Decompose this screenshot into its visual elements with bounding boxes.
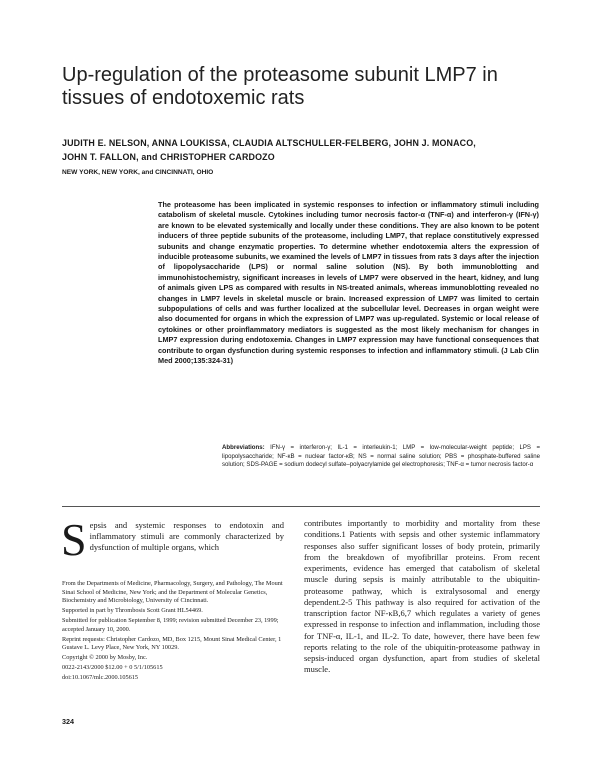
intro-paragraph xyxy=(61,514,284,565)
abbreviations-text: IFN-γ = interferon-γ; IL-1 = interleukin-1; LMP = low-molecular-weight peptide; LPS = lipopolysaccharide; NF-κB = nuclear factor-κB; NS = normal saline solution; PBS = phosphate-buffered saline solution; SDS-PAGE = sodium dodecyl sulfate–polyacrylamide gel electrophoresis; TNF-α = tumor necrosis factor-α xyxy=(222,444,540,469)
section-divider xyxy=(62,506,540,507)
footnote-reprints: Reprint requests: Christopher Cardozo, MD, Box 1215, Mount Sinai Medical Center, 1 Gustave L. Levy Place, New York, NY 10029. xyxy=(62,635,282,651)
footnote-affiliations: From the Departments of Medicine, Pharmacology, Surgery, and Pathology, The Mount Sinai School of Medicine, New York; and the Department of Molecular Genetics, Biochemistry and Microbiology, University of Cincinnati. xyxy=(62,580,283,604)
footnote-submission: Submitted for publication September 8, 1999; revision submitted December 23, 1999; accepted January 10, 2000. xyxy=(62,617,279,633)
body-column-2: contributes importantly to morbidity and mortality from these conditions.1 Patients with sepsis and other systemic inflammatory responses also suffer significant losses of body protein, primarily from the breakdown of myofibrillar proteins. From recent experiments, evidence has emerged that catabolism of skeletal muscle during sepsis is mainly attributable to the ubiquitin-proteasome pathway, which is extralysosomal and energy dependent.2-5 This pathway is also required for activation of the transcription factor NF-κB,6,7 which regulates a variety of genes expressed in response to infection and inflammation, including those for TNF-α, IL-1, and IL-2. To date, however, there have been few reports relating to the role of the ubiquitin-proteasome pathway in sepsis-induced organ dysfunction, apart from studies of skeletal muscle. xyxy=(304,518,540,675)
abbreviations-label: Abbreviations: xyxy=(222,444,265,451)
article-title: Up-regulation of the proteasome subunit LMP7 in tissues of endotoxemic rats xyxy=(62,64,498,109)
footnote-issn: 0022-2143/2000 $12.00 + 0 5/1/105615 xyxy=(62,664,163,671)
abbreviations xyxy=(222,444,540,470)
footnotes xyxy=(62,580,284,684)
intro-text: epsis and systemic responses to endotoxin and inflammatory stimuli are commonly characterized by dysfunction of multiple organs, which xyxy=(89,520,284,553)
footnote-copyright: Copyright © 2000 by Mosby, Inc. xyxy=(62,654,148,661)
footnote-doi: doi:10.1067/mlc.2000.105615 xyxy=(62,674,139,681)
page-number: 324 xyxy=(62,717,74,726)
author-line-2: JOHN T. FALLON, and CHRISTOPHER CARDOZO xyxy=(62,152,275,162)
author-line-1: JUDITH E. NELSON, ANNA LOUKISSA, CLAUDIA ALTSCHULLER-FELBERG, JOHN J. MONACO, xyxy=(62,138,476,148)
author-locations: NEW YORK, NEW YORK, and CINCINNATI, OHIO xyxy=(62,169,214,176)
author-list xyxy=(62,136,552,164)
footnote-support: Supported in part by Thrombosis Scott Grant HL54469. xyxy=(62,607,203,614)
abstract: The proteasome has been implicated in systemic responses to infection or inflammatory stimuli including catabolism of skeletal muscle. Cytokines including tumor necrosis factor-α (TNF-α) and interferon-γ (IFN-γ) are known to be elevated systemically and locally under these conditions. They are also known to be potent inducers of three peptide subunits of the proteasome, including LMP7, that replace constitutively expressed subunits and change enzymatic properties. To determine whether endotoxemia alters the expression of inducible proteasome subunits, we examined the levels of LMP7 in tissues from rats 3 days after the injection of lipopolysaccharide (LPS) or normal saline solution (NS). By both immunoblotting and immunohistochemistry, significant increases in levels of LMP7 were observed in the heart, kidney, and lung of animals given LPS as compared with results in NS-treated animals, whereas immunoblotting revealed no changes in LMP7 levels in skeletal muscle or brain. Increased expression of LMP7 was limited to certain subpopulations of cells and was further localized at the subcellular level. Decreases in organ weight were also documented for organs in which the expression of LMP7 was up-regulated. Systemic or local release of cytokines or other proinflammatory mediators is suggested as the most likely mechanism for changes in LMP7 expression during endotoxemia. Changes in LMP7 expression may have functional consequences that contribute to organ dysfunction during systemic responses to infection and inflammatory stimuli. (J Lab Clin Med 2000;135:324-31) xyxy=(158,200,539,366)
drop-cap: S xyxy=(61,514,87,565)
